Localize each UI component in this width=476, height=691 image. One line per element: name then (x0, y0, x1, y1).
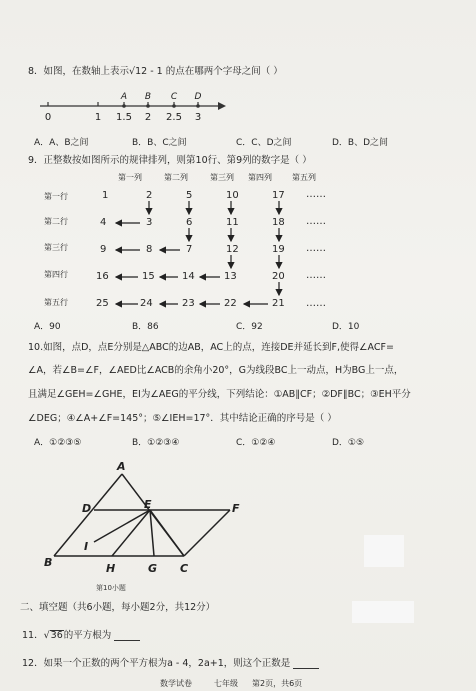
grid-cell: 7 (186, 244, 193, 255)
grid-cell: 16 (96, 271, 109, 282)
segment-cf (184, 510, 230, 556)
grid-cell: 19 (272, 244, 285, 255)
grid-cell: 6 (186, 217, 193, 228)
grid-cell: 2 (146, 190, 153, 201)
q11-answer-blank (114, 631, 140, 641)
label-b: B (44, 556, 53, 569)
q10-line3: 且满足∠GEH=∠GHE，EI为∠AEG的平分线，下列结论：①AB∥CF；②DF∥BC；③EH平分 (28, 389, 411, 400)
number-line-letter: B (144, 92, 152, 102)
q9-text: 9．正整数按如图所示的规律排列，则第10行、第9列的数字是（ ） (28, 155, 312, 166)
grid-cell: 9 (100, 244, 107, 255)
label-i: I (84, 540, 89, 553)
col-header-3: 第三列 (210, 173, 234, 182)
q9-option-c: C．92 (236, 322, 263, 332)
footer-subject: 数学试卷 (160, 679, 192, 688)
redaction-box (364, 535, 404, 567)
grid-cell: 17 (272, 190, 285, 201)
label-d: D (82, 502, 92, 515)
redaction-box (352, 601, 414, 623)
label-f: F (232, 502, 240, 515)
q11-suffix: 的平方根为 (63, 630, 112, 641)
grid-cell: 1 (102, 190, 109, 201)
q9-option-b: B．86 (132, 322, 159, 332)
grid-cell: 23 (182, 298, 195, 309)
col-header-1: 第一列 (118, 173, 142, 182)
number-line-letter: C (170, 92, 178, 102)
number-line-tick-label: 2 (144, 112, 152, 123)
grid-cell: 14 (182, 271, 195, 282)
grid-cell: 5 (186, 190, 193, 201)
q9-option-a: A．90 (34, 322, 61, 332)
segment-ei (94, 510, 150, 542)
q9-pattern-arrows (0, 0, 476, 330)
number-line-letter: D (194, 92, 202, 102)
q12-text: 12．如果一个正数的两个平方根为a - 4，2a+1，则这个正数是 (22, 658, 291, 669)
grid-cell: 11 (226, 217, 239, 228)
number-line-tick-label: 2.5 (166, 112, 182, 123)
q10-geometry-figure (40, 460, 260, 600)
grid-cell: 20 (272, 271, 285, 282)
segment-ec (150, 510, 184, 556)
number-line-tick-label: 3 (194, 112, 202, 123)
q8-option-b: B．B、C之间 (132, 138, 187, 148)
q10-option-d: D．①⑤ (332, 438, 365, 448)
col-header-5: 第五列 (292, 173, 316, 182)
grid-cell: 18 (272, 217, 285, 228)
row-header-1: 第一行 (44, 192, 68, 201)
col-header-4: 第四列 (248, 173, 272, 182)
figure-caption: 第10小题 (96, 584, 126, 592)
grid-cell: 13 (224, 271, 237, 282)
q11-number: 11． (22, 630, 44, 641)
grid-dots: …… (306, 189, 326, 200)
q12-answer-blank (293, 659, 319, 669)
segment-eg (150, 510, 154, 556)
number-line-tick-label: 1.5 (116, 112, 132, 123)
q10-line2: ∠A，若∠B=∠F，∠AED比∠ACB的余角小20°，G为线段BC上一动点，H为BG上一点， (28, 365, 404, 376)
grid-dots: …… (306, 270, 326, 281)
grid-cell: 4 (100, 217, 107, 228)
grid-dots: …… (306, 243, 326, 254)
grid-cell: 22 (224, 298, 237, 309)
q8-option-a: A．A、B之间 (34, 138, 89, 148)
grid-dots: …… (306, 216, 326, 227)
q10-line1: 10.如图，点D，点E分别是△ABC的边AB，AC上的点，连接DE并延长到F,使得∠ACF= (28, 342, 394, 353)
q11-line: 11．√36的平方根为 (22, 627, 140, 641)
grid-cell: 12 (226, 244, 239, 255)
label-g: G (148, 562, 158, 575)
row-header-2: 第二行 (44, 217, 68, 226)
number-line-letter: A (120, 92, 128, 102)
number-line-tick-label: 0 (44, 112, 52, 123)
q8-option-c: C．C、D之间 (236, 138, 292, 148)
row-header-3: 第三行 (44, 243, 68, 252)
label-e: E (144, 498, 152, 511)
q9-option-d: D．10 (332, 322, 360, 332)
grid-cell: 10 (226, 190, 239, 201)
grid-cell: 15 (142, 271, 155, 282)
q11-radicand: 36 (50, 630, 63, 641)
q8-text: 8．如图，在数轴上表示√12 - 1 的点在哪两个字母之间（ ） (28, 66, 283, 77)
q10-line4: ∠DEG；④∠A+∠F=145°；⑤∠IEH=17°．其中结论正确的序号是（ ） (28, 413, 337, 424)
section2-title: 二、填空题（共6小题，每小题2分，共12分） (20, 602, 216, 613)
segment-eh (112, 510, 150, 556)
grid-dots: …… (306, 298, 326, 309)
grid-cell: 8 (146, 244, 153, 255)
label-h: H (106, 562, 116, 575)
q10-option-c: C．①②④ (236, 438, 276, 448)
grid-cell: 25 (96, 298, 109, 309)
footer-page: 第2页，共6页 (252, 679, 303, 688)
footer-grade: 七年级 (214, 679, 238, 688)
q10-option-b: B．①②③④ (132, 438, 180, 448)
q10-option-a: A．①②③⑤ (34, 438, 82, 448)
row-header-4: 第四行 (44, 270, 68, 279)
col-header-2: 第二列 (164, 173, 188, 182)
label-a: A (117, 460, 126, 473)
grid-cell: 24 (140, 298, 153, 309)
number-line-tick-label: 1 (94, 112, 102, 123)
row-header-5: 第五行 (44, 298, 68, 307)
q8-option-d: D．B、D之间 (332, 138, 389, 148)
grid-cell: 21 (272, 298, 285, 309)
grid-cell: 3 (146, 217, 153, 228)
q12-line (22, 655, 319, 669)
label-c: C (180, 562, 189, 575)
